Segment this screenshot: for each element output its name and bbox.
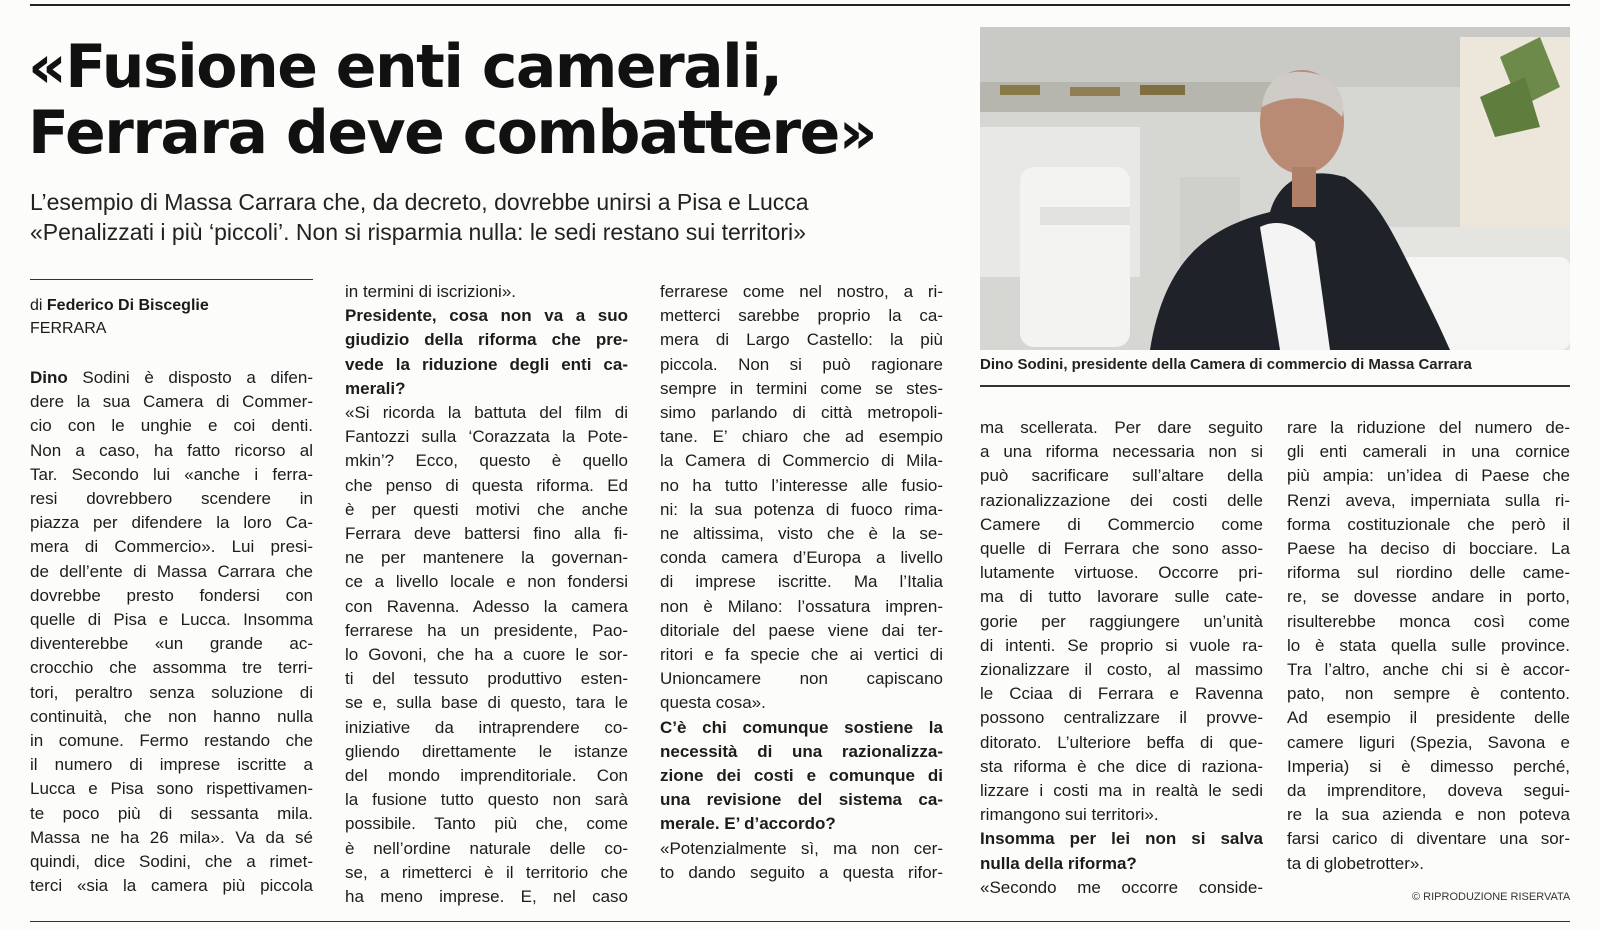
body-text-line: conda camera d’Europa a livello: [660, 548, 943, 568]
body-text-line: cio con le unghie e coi denti.: [30, 416, 313, 436]
body-text-line: forma costituzionale che però il: [1287, 514, 1570, 534]
body-text-line: ce a livello locale e non fondersi: [345, 572, 628, 592]
body-text-line: tori, peraltro senza soluzione di: [30, 682, 313, 702]
body-text-line: Imperia) si è dimesso perché,: [1287, 756, 1570, 776]
photo-illustration: [980, 27, 1570, 350]
body-text-line: Lucca e Pisa sono rispettivamen-: [30, 779, 313, 799]
body-text-line: mkin’? Ecco, questo è quello: [345, 451, 628, 471]
body-text-line: se e, sulla base di questo, tara le: [345, 693, 628, 713]
body-text-line: sempre in termini come se stes-: [660, 378, 943, 398]
body-text-line: le Cciaa di Ferrara e Ravenna: [980, 684, 1263, 704]
lead-word: Dino: [30, 368, 68, 387]
body-text-line: Paese ha deciso di bocciare. La: [1287, 539, 1570, 559]
body-text-line: farsi carico di diventare una sor-: [1287, 829, 1570, 849]
body-text-line: metterci sarebbe proprio la ca-: [660, 306, 943, 326]
article-column-5: [1287, 416, 1570, 876]
body-text-line: è per questi motivi che anche: [345, 499, 628, 519]
body-text-line: Tar. Secondo lui «anche i ferra-: [30, 464, 313, 484]
body-text-line: [30, 366, 313, 390]
photo-caption: Dino Sodini, presidente della Camera di commercio di Massa Carrara: [980, 356, 1472, 373]
body-text-line: tane. E’ chiaro che ad esempio: [660, 427, 943, 447]
caption-rule: [980, 385, 1570, 387]
interview-question-line: Insomma per lei non si salva: [980, 829, 1263, 849]
body-text-line: ferrarese come nel nostro, a ri-: [660, 282, 943, 301]
body-text-line: lutamente virtuose. Occorre pri-: [980, 563, 1263, 583]
body-text-line: continuità, che non hanno nulla: [30, 706, 313, 726]
byline-author: Federico Di Bisceglie: [46, 297, 209, 314]
body-text-line: Renzi aveva, imperniata sulla ri-: [1287, 490, 1570, 510]
interview-question-line: una revisione del sistema ca-: [660, 790, 943, 810]
body-text-line: ma scellerata. Per dare seguito: [980, 418, 1263, 437]
body-text-line: crocchio che assomma tre terri-: [30, 658, 313, 678]
body-text-line: se, a rimetterci è il territorio che: [345, 862, 628, 882]
body-text-line: più ampia: un’idea di Paese che: [1287, 466, 1570, 486]
article-column-1: [30, 366, 313, 898]
body-text-line: «Secondo me occorre conside-: [980, 877, 1263, 897]
body-text-line: quelle di Pisa e Lucca. Insomma: [30, 610, 313, 630]
body-text-line: ne altissima, visto che è la se-: [660, 524, 943, 544]
byline-prefix: di: [30, 297, 43, 314]
body-text-line: gliendo direttamente le istanze: [345, 741, 628, 761]
interview-question-line: Presidente, cosa non va a suo: [345, 306, 628, 326]
byline-rule: [30, 279, 313, 280]
body-text-line: possibile. Tanto più che, come: [345, 814, 628, 834]
body-text-line: sta riforma è che dice di raziona-: [980, 756, 1263, 776]
body-text-line: Ad esempio il presidente delle: [1287, 708, 1570, 728]
body-text-line: camere liguri (Spezia, Savona e: [1287, 732, 1570, 752]
body-text-line: Unioncamere non capiscano: [660, 669, 943, 689]
body-text-line: può sacrificare sull’altare della: [980, 466, 1263, 486]
body-text-line: di imprese iscritte. Ma l’Italia: [660, 572, 943, 592]
body-text-line: che penso di questa riforma. Ed: [345, 475, 628, 495]
headline-line-1: «Fusione enti camerali,: [28, 32, 782, 102]
body-text-line: riforma sul riordino delle came-: [1287, 563, 1570, 583]
article-column-4: [980, 416, 1263, 900]
body-text-line: rare la riduzione del numero de-: [1287, 418, 1570, 437]
body-text-line: no ha tutto l’interesse alle fusio-: [660, 475, 943, 495]
interview-question-line: necessità di una razionalizza-: [660, 741, 943, 761]
body-text-line: in comune. Fermo restando che: [30, 731, 313, 751]
body-text-line: piazza per difendere la loro Ca-: [30, 513, 313, 533]
bottom-rule: [30, 921, 1570, 922]
body-text-line: possono centralizzare il provve-: [980, 708, 1263, 728]
body-text-line: del mondo imprenditoriale. Con: [345, 766, 628, 786]
subheadline-line-1: L’esempio di Massa Carrara che, da decreto, dovrebbe unirsi a Pisa e Lucca: [30, 189, 809, 215]
subheadline-line-2: «Penalizzati i più ‘piccoli’. Non si risparmia nulla: le sedi restano sui territori»: [30, 219, 806, 245]
body-text-line: lo è stata quella sulle province.: [1287, 635, 1570, 655]
body-text-line: ha meno imprese. E, nel caso: [345, 887, 628, 907]
body-text-line: ta di globetrotter».: [1287, 853, 1425, 873]
body-text-line: dere la sua Camera di Commer-: [30, 392, 313, 412]
body-text-line: rimangono sui territori».: [980, 805, 1159, 825]
body-text-line: piccola. Non si può ragionare: [660, 354, 943, 374]
copyright-notice: © RIPRODUZIONE RISERVATA: [1412, 891, 1571, 903]
body-text-line: lo Govoni, che ha a cuore le sor-: [345, 645, 628, 665]
body-text-line: questa cosa».: [660, 693, 766, 713]
body-text-line: zionalizzare il costo, al massimo: [980, 660, 1263, 680]
byline-location: FERRARA: [30, 320, 107, 337]
article-photo: [980, 27, 1570, 350]
body-text-line: è nell’ordine naturale delle co-: [345, 838, 628, 858]
body-text-line: quindi, dice Sodini, che a rimet-: [30, 852, 313, 872]
body-text-line: razionalizzazione dei costi delle: [980, 490, 1263, 510]
body-text-line: ritori e fa specie che ai vertici di: [660, 645, 943, 665]
body-text-line: di intenti. Se proprio si vuole ra-: [980, 635, 1263, 655]
body-text-line: ditoriale del paese viene dai ter-: [660, 620, 943, 640]
interview-question-line: C’è chi comunque sostiene la: [660, 717, 943, 737]
body-text-line: Tra l’altro, anche chi si è accor-: [1287, 660, 1570, 680]
article-column-3: [660, 280, 943, 885]
interview-question-line: giudizio della riforma che pre-: [345, 330, 628, 350]
interview-question-line: nulla della riforma?: [980, 853, 1137, 873]
interview-question-line: vede la riduzione degli enti ca-: [345, 354, 628, 374]
top-rule: [30, 4, 1570, 6]
body-text-line: Camere di Commercio come: [980, 514, 1263, 534]
body-text-line: Fantozzi sulla ‘Corazzata la Pote-: [345, 427, 628, 447]
body-text-line: pato, non sempre è contento.: [1287, 684, 1570, 704]
body-text-line: non è Milano: l’ossatura impren-: [660, 596, 943, 616]
body-text-line: ferrarese ha un presidente, Pao-: [345, 620, 628, 640]
body-text-line: «Potenzialmente sì, ma non cer-: [660, 838, 943, 858]
body-text-line: gorie per raggiungere un’unità: [980, 611, 1263, 631]
body-text-line: resi dovrebbero scendere in: [30, 489, 313, 509]
body-text-line: simo parlando di città metropoli-: [660, 403, 943, 423]
body-text-line: «Si ricorda la battuta del film di: [345, 403, 628, 423]
body-text-line: diventerebbe «un grande ac-: [30, 634, 313, 654]
interview-question-line: merali?: [345, 378, 406, 398]
body-text-line: ditorato. L’ulteriore beffa di que-: [980, 732, 1263, 752]
body-text-line: re la sua azienda e non poteva: [1287, 805, 1570, 825]
body-text-line: mera di Largo Castello: la più: [660, 330, 943, 350]
body-text-line: risulterebbe monca così come: [1287, 611, 1570, 631]
body-text-line: de dell’ente di Massa Carrara che: [30, 561, 313, 581]
body-text-line: con Ravenna. Adesso la camera: [345, 596, 628, 616]
byline: [30, 294, 209, 340]
body-text-line: gli enti camerali in una cornice: [1287, 442, 1570, 462]
body-text-line: mera di Commercio». Lui presi-: [30, 537, 313, 557]
body-text-line: a una riforma necessaria non si: [980, 442, 1263, 462]
body-text-line: il numero di imprese iscritte a: [30, 755, 313, 775]
body-text-line: dovrebbe presto fondersi con: [30, 585, 313, 605]
interview-question-line: zione dei costi e comunque di: [660, 766, 943, 786]
interview-question-line: merale. E’ d’accordo?: [660, 814, 836, 834]
body-text-line: quelle di Ferrara che sono asso-: [980, 539, 1263, 559]
body-text-line: in termini di iscrizioni».: [345, 282, 516, 301]
article-column-2: [345, 280, 628, 909]
body-text-line: to dando seguito a questa rifor-: [660, 862, 943, 882]
body-text-line: Massa ne ha 26 mila». Va da sé: [30, 827, 313, 847]
body-text-line: la Camera di Commercio di Mila-: [660, 451, 943, 471]
body-text-line: ni: la sua potenza di fuoco rima-: [660, 499, 943, 519]
body-text-line: terci «sia la camera più piccola: [30, 876, 313, 896]
headline-line-2: Ferrara deve combattere»: [28, 98, 877, 168]
body-text-line: re, se dovesse andare in porto,: [1287, 587, 1570, 607]
body-text-line: ti del tessuto produttivo esten-: [345, 669, 628, 689]
body-text-line: ne per mantenere la governan-: [345, 548, 628, 568]
body-text-line: Ferrara deve battersi fino alla fi-: [345, 524, 628, 544]
body-text-line: lizzare i costi ma in realtà le sedi: [980, 781, 1263, 801]
body-text-line: Non a caso, ha fatto ricorso al: [30, 440, 313, 460]
body-text-line: da imprenditore, doveva segui-: [1287, 781, 1570, 801]
subheadline: [30, 187, 960, 247]
body-text-line: te poco più di sessanta mila.: [30, 803, 313, 823]
body-text-line: iniziative da intraprendere co-: [345, 717, 628, 737]
body-text-line: la fusione tutto questo non sarà: [345, 790, 628, 810]
body-text-fragment: Sodini è disposto a difen-: [67, 368, 313, 387]
headline: [28, 34, 876, 166]
body-text-line: ma di tutto lavorare sulle cate-: [980, 587, 1263, 607]
